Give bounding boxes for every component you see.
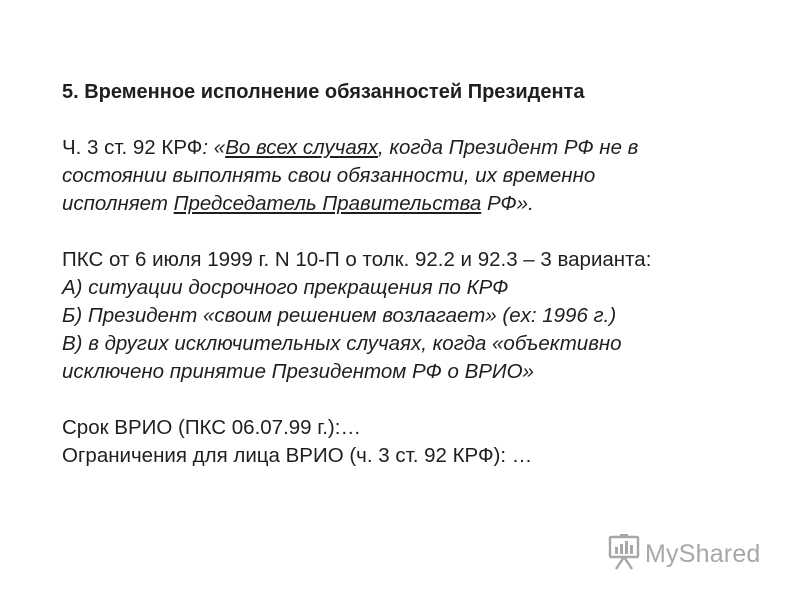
pks-variant-c-line-1: В) в других исключительных случаях, когда «объективно [62,332,622,355]
spacer [62,386,772,414]
limits-line: Ограничения для лица ВРИО (ч. 3 ст. 92 КРФ): … [62,444,533,467]
pks-variant-b: Б) Президент «своим решением возлагает» (ex: 1996 г.) [62,304,617,327]
slide-content [62,78,772,470]
quote-line-3 [62,190,772,218]
quote-line-1-rest: , когда Президент РФ не в [377,136,639,159]
quote-line-1 [62,134,772,162]
pks-variant-c-line-2: исключено принятие Президентом РФ о ВРИО» [62,360,534,383]
quote-underlined-phrase: Во всех случаях [225,136,378,159]
presentation-board-icon [607,533,641,576]
pks-variant-a: А) ситуации досрочного прекращения по КРФ [62,276,509,299]
quote-line-2: состоянии выполнять свои обязанности, их временно [62,164,596,187]
pks-intro: ПКС от 6 июля 1999 г. N 10-П о толк. 92.2 и 92.3 – 3 варианта: [62,248,652,271]
slide-heading: 5. Временное исполнение обязанностей Президента [62,81,585,103]
spacer [62,218,772,246]
quote-line-3-rest: РФ». [481,192,534,215]
quote-open: : « [202,136,226,159]
quote-citation: Ч. 3 ст. 92 КРФ [62,136,203,159]
quote-underlined-chairman: Председатель Правительства [173,192,482,215]
watermark-logo [607,534,761,574]
quote-line-3-prefix: исполняет [62,192,174,215]
watermark-text: MyShared [645,539,761,568]
term-line: Срок ВРИО (ПКС 06.07.99 г.):… [62,416,361,439]
